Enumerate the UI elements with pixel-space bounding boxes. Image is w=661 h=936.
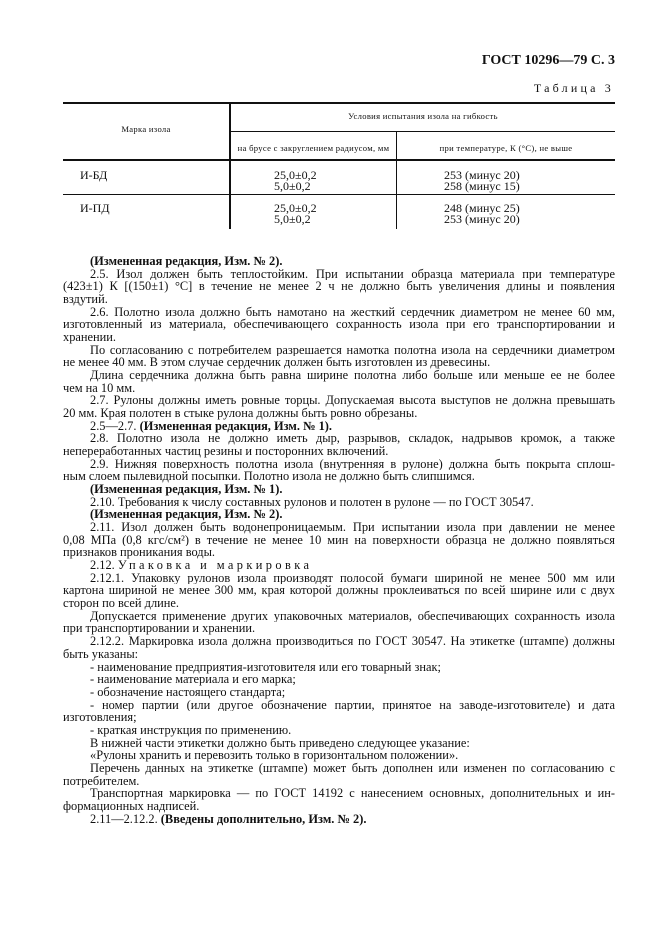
paragraph-line: [63, 559, 615, 572]
text-line: В нижней части этикетки должно быть приведено следующее указание:: [90, 735, 470, 750]
text-line: непереработанных частиц резины и посторонних включений.: [63, 444, 389, 459]
text-line: 2.9. Нижняя поверхность полотна изола (внутренняя в рулоне) должна быть покрыта сплош-: [90, 457, 615, 471]
text-line: - наименование материала и его марка;: [90, 672, 296, 687]
text-line: формационных надписей.: [63, 798, 200, 813]
text-line: признаков проникания воды.: [63, 545, 216, 560]
paragraph-line: [63, 508, 615, 521]
table-header-rule: [63, 159, 615, 161]
paragraph-line: [63, 255, 615, 268]
col-header-temp: при температуре, К (°С), не выше: [439, 143, 573, 153]
text-line: чем на 10 мм.: [63, 380, 136, 395]
text-line: Длина сердечника должна быть равна ширине полотна либо больше или меньше ее не более: [90, 369, 615, 382]
text-line: Перечень данных на этикетке (штампе) может быть дополнен или изменен по согласованию с: [90, 761, 615, 775]
amendment-note: (Введены дополнительно, Изм. № 2).: [160, 811, 367, 826]
table-caption: Таблица 3: [533, 81, 614, 95]
text-line: 2.5. Изол должен быть теплостойким. При испытании образца материала при температуре: [90, 267, 615, 281]
amendment-note: (Измененная редакция, Изм. № 2).: [90, 254, 283, 268]
cell-temp: 253 (минус 20): [444, 168, 520, 182]
cell-radius: 5,0±0,2: [274, 179, 311, 193]
text-line: Допускается применение других упаковочных материалов, обеспечивающих сохранность изола: [90, 609, 615, 623]
table-top-rule: [63, 102, 615, 104]
amendment-note: (Измененная редакция, Изм. № 1).: [90, 482, 283, 497]
text-line: 2.8. Полотно изола не должно иметь дыр, разрывов, складок, надрывов кромок, а также: [90, 432, 615, 446]
text-line: 2.10. Требования к числу составных рулонов и полотен в рулоне — по ГОСТ 30547.: [90, 494, 534, 509]
text-line: «Рулоны хранить и перевозить только в горизонтальном положении».: [90, 748, 459, 763]
cell-radius: 5,0±0,2: [274, 212, 311, 226]
text-line: сторон по всей длине.: [63, 596, 179, 611]
paragraph-line: [63, 483, 615, 496]
text-line: 2.12.2. Маркировка изола должна производиться по ГОСТ 30547. На этикетке (штампе) должны: [90, 635, 615, 648]
text-line: 2.11. Изол должен быть водонепроницаемым. При испытании изола при давлении не менее: [90, 521, 615, 534]
text-line: (423±1) К [(150±1) °С] в течение не менее 2 ч не должно быть увеличения длины и появления: [63, 280, 615, 294]
table-header-divider: [230, 131, 615, 132]
text-line: потребителем.: [63, 773, 140, 788]
text-line: Транспортная маркировка — по ГОСТ 14192 с нанесением основных, дополнительных и ин-: [90, 787, 615, 800]
cell-temp: 248 (минус 25): [444, 201, 520, 215]
text-line: изготовленный из материала, обеспечивающего сохранность изола при его транспортировании и: [63, 318, 615, 332]
amendment-note: (Измененная редакция, Изм. № 1).: [139, 418, 333, 433]
text-line: - номер партии (или другое обозначение партии, принятое на заводе-изготовителе) и дата: [90, 698, 615, 712]
group-header: Условия испытания изола на гибкость: [348, 111, 498, 121]
text-line: не менее 40 мм. В этом случае сердечник должен быть изготовлен из древесины.: [63, 355, 491, 370]
col-header-brand: Марка изола: [121, 124, 171, 134]
cell-brand: И-ПД: [80, 201, 110, 215]
text-line: изготовления;: [63, 710, 137, 725]
text-line: 2.7. Рулоны должны иметь ровные торцы. Допускаемая высота выступов не должна превышать: [90, 394, 615, 408]
text-line: хранении.: [63, 330, 117, 345]
paragraph-line: [63, 420, 615, 433]
text-line: - наименование предприятия-изготовителя или его товарный знак;: [90, 659, 441, 674]
text-line: 2.12.1. Упаковку рулонов изола производят полосой бумаги шириной не менее 500 мм или: [90, 571, 615, 585]
cell-temp: 253 (минус 20): [444, 212, 520, 226]
text-line: 20 мм. Края полотен в стыке рулона должны быть ровно обрезаны.: [63, 406, 418, 421]
paragraph-line: [63, 813, 615, 826]
document-body: [63, 255, 615, 825]
table-col-divider: [229, 102, 231, 229]
amendment-note: (Измененная редакция, Изм. № 2).: [90, 507, 283, 522]
text-line: 2.6. Полотно изола должно быть намотано на жесткий сердечник диаметром не менее 60 мм,: [90, 305, 615, 319]
text-line: По согласованию с потребителем разрешается намотка полотна изола на сердечники диаметром: [90, 343, 615, 357]
text-line: при транспортировании и хранении.: [63, 621, 256, 636]
cell-brand: И-БД: [80, 168, 108, 182]
clause-number: 2.5—2.7.: [90, 418, 140, 433]
text-line: 0,08 МПа (0,8 кгс/см²) в течение не менее 10 мин на поверхности образца не должно появляться: [63, 533, 615, 547]
cell-radius: 25,0±0,2: [274, 201, 317, 215]
table-row-divider: [63, 194, 615, 195]
text-line: вздутий.: [63, 292, 108, 307]
text-line: ным слоем пылевидной посыпки. Полотно изола не должно быть слипшимся.: [63, 469, 475, 484]
text-line: - краткая инструкция по применению.: [90, 722, 292, 737]
clause-number: 2.12.: [90, 558, 118, 573]
page-header: ГОСТ 10296—79 С. 3: [481, 53, 615, 68]
text-line: картона шириной не менее 300 мм, края которой должны проклеиваться по всей ширине или с двух: [63, 584, 615, 598]
cell-temp: 258 (минус 15): [444, 179, 520, 193]
clause-number: 2.11—2.12.2.: [90, 811, 161, 826]
text-line: быть указаны:: [63, 646, 139, 661]
text-line: - обозначение настоящего стандарта;: [90, 684, 286, 699]
section-title: Упаковка и маркировка: [117, 558, 313, 573]
cell-radius: 25,0±0,2: [274, 168, 317, 182]
col-header-radius: на брусе с закруглением радиусом, мм: [237, 143, 390, 153]
